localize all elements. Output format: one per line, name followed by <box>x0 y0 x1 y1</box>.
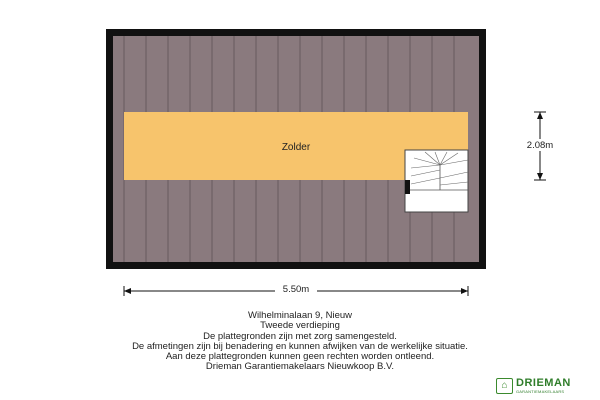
width-dimension-label: 5.50m <box>282 284 310 295</box>
caption-disclaimer-3: Aan deze plattegronden kunnen geen rechten worden ontleend. <box>165 351 435 363</box>
drieman-logo <box>496 377 592 395</box>
caption-floor: Tweede verdieping <box>260 320 340 332</box>
caption-block <box>0 311 600 373</box>
staircase <box>405 150 468 212</box>
room-label-zolder: Zolder <box>281 142 311 153</box>
caption-disclaimer-2: De afmetingen zijn bij benadering en kunnen afwijken van de werkelijke situatie. <box>132 340 468 352</box>
house-logo-icon: ⌂ <box>496 378 513 394</box>
logo-brand: DRIEMAN <box>516 377 571 389</box>
height-dimension-label: 2.08m <box>526 140 554 151</box>
caption-company: Drieman Garantiemakelaars Nieuwkoop B.V. <box>205 361 395 373</box>
logo-subtitle: GARANTIEMAKELAARS <box>516 389 565 394</box>
caption-address: Wilhelminalaan 9, Nieuw <box>247 310 353 321</box>
caption-disclaimer-1: De plattegronden zijn met zorg samengesteld. <box>203 330 397 342</box>
